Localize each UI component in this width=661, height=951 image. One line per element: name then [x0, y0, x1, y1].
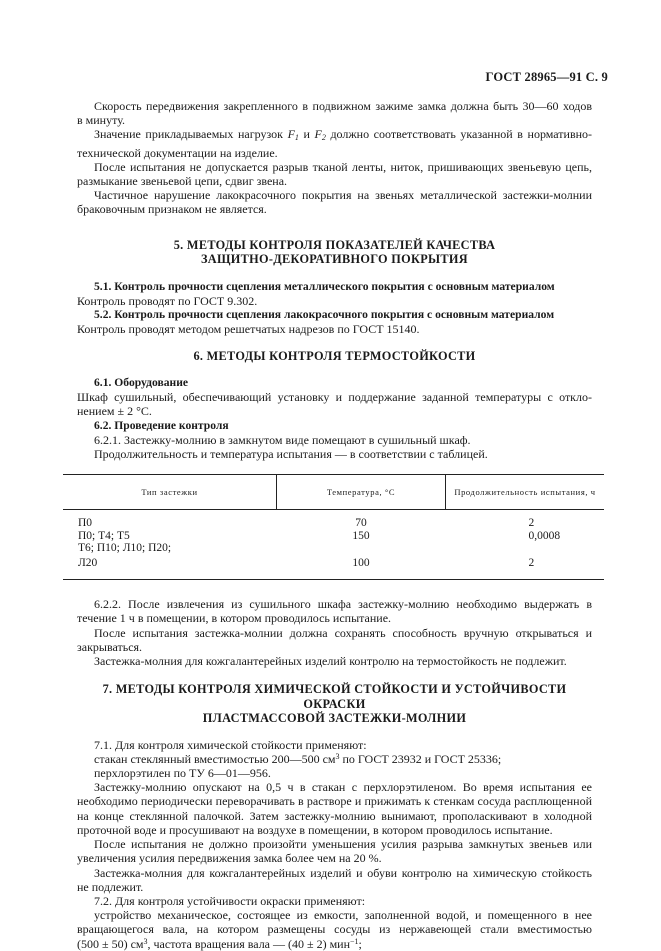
table-cell-type: Л20	[78, 556, 98, 569]
table-cell-duration: 2	[528, 556, 535, 569]
table-cell-temp: 150	[352, 529, 370, 542]
para-6-2-2-l2: течение 1 ч в помещении, в котором проводилось испытание.	[77, 611, 392, 626]
subsection-6-1-text-l2: нением ± 2 °С.	[77, 404, 152, 419]
para-load-text-b: должно соответствовать указанной в нормативно-	[330, 127, 593, 142]
table-header-row	[63, 475, 604, 510]
para-load-text-a: Значение прикладываемых нагрузок	[94, 127, 283, 142]
para-7-1-d-l2: увеличения усилия передвижения замка более чем на 20 %.	[77, 851, 382, 866]
para-7-2-a-l2: вращающегося вала, на котором размещены сосуды из нержавеющей стали вместимостью	[77, 922, 592, 937]
table-row	[63, 517, 604, 530]
para-6-2-1: 6.2.1. Застежку-молнию в замкнутом виде помещают в сушильный шкаф.	[94, 432, 471, 447]
para-7-1-e-l2: не подлежит.	[77, 879, 144, 894]
para-partial-l1: Частичное нарушение лакокрасочного покрытия на звеньях металлической застежки-молнии	[94, 188, 592, 203]
para-6-2-2-l1: 6.2.2. После извлечения из сушильного шкафа застежку-молнию необходимо выдержать в	[94, 597, 592, 612]
table-cell-duration	[446, 542, 605, 555]
table-cell-duration: 2	[528, 517, 535, 530]
subsection-6-2-title: 6.2. Проведение контроля	[94, 418, 229, 432]
para-7-1-c-l3: на конце стеклянной палочкой. Затем застежку-молнию вынимают, прополаскивают в холодной	[77, 808, 592, 823]
thermal-test-table	[63, 474, 604, 580]
para-6-2-2-b-l2: закрываться.	[77, 639, 143, 654]
subsection-5-1-text: Контроль проводят по ГОСТ 9.302.	[77, 293, 258, 308]
para-after-l2: размыкание звеньевой цепи, сдвиг звена.	[77, 174, 288, 189]
table-header-duration: Продолжительность испытания, ч	[446, 475, 605, 510]
section-5-title-l1: 5. МЕТОДЫ КОНТРОЛЯ ПОКАЗАТЕЛЕЙ КАЧЕСТВА	[173, 237, 496, 252]
para-7-1-b: перхлорэтилен по ТУ 6—01—956.	[94, 766, 271, 781]
para-7-1-c-l2: необходимо периодически переворачивать в растворе и прижимать к стенкам сосуда расплющенной	[77, 794, 592, 809]
para-speed-l2: в минуту.	[77, 113, 125, 128]
symbol-f2: $F_2$	[314, 127, 326, 143]
table-cell-temp	[277, 542, 446, 555]
para-7-2: 7.2. Для контроля устойчивости окраски применяют:	[94, 893, 366, 908]
para-7-1-e-l1: Застежка-молния для кожгалантерейных изделий и обуви контролю на химическую стойкость	[94, 865, 592, 880]
subsection-5-1-title: 5.1. Контроль прочности сцепления металлического покрытия с основным материалом	[94, 279, 555, 293]
para-6-2-1-b: Продолжительность и температура испытания — в соответствии с таблицей.	[94, 446, 488, 461]
symbol-f1: $F_1$	[287, 127, 299, 143]
table-header-type: Тип застежки	[63, 475, 277, 510]
para-partial-l2: браковочным признаком не является.	[77, 202, 267, 217]
table-header-temperature: Температура, °С	[277, 475, 446, 510]
table-cell-temp: 70	[355, 517, 367, 530]
table-cell-type: Т6; П10; Л10; П20;	[78, 542, 172, 555]
para-7-2-a-l1: устройство механическое, состоящее из емкости, заполненной водой, и помещенного в нее	[94, 908, 592, 923]
table-bottom-rule	[63, 569, 604, 580]
para-load-l1	[77, 127, 592, 145]
section-7-title-l1: 7. МЕТОДЫ КОНТРОЛЯ ХИМИЧЕСКОЙ СТОЙКОСТИ И УСТОЙЧИВОСТИ ОКРАСКИ	[102, 682, 567, 711]
section-7-title-l2: ПЛАСТМАССОВОЙ ЗАСТЕЖКИ-МОЛНИИ	[202, 711, 467, 726]
table-cell-type: П0; Т4; Т5	[78, 529, 130, 542]
page-header: ГОСТ 28965—91 С. 9	[485, 70, 608, 84]
para-7-1-c-l4: проточной воде и просушивают на воздухе в помещении, в котором проводилось испытание.	[77, 822, 553, 837]
subsection-5-2-title: 5.2. Контроль прочности сцепления лакокрасочного покрытия с основным материалом	[94, 308, 555, 322]
para-7-1-c-l1: Застежку-молнию опускают на 0,5 ч в стакан с перхлорэтиленом. Во время испытания ее	[94, 780, 592, 795]
para-7-1-d-l1: После испытания не должно произойти уменьшения усилия разрыва замкнутых звеньев или	[94, 837, 592, 852]
para-7-1-a: стакан стеклянный вместимостью 200—500 $см^3$ по ГОСТ 23932 и ГОСТ 25336;	[94, 751, 502, 766]
subsection-5-2-text: Контроль проводят методом решетчатых надрезов по ГОСТ 15140.	[77, 322, 420, 337]
para-after-l1: После испытания не допускается разрыв тканой ленты, ниток, пришивающих звеньевую цепь,	[94, 159, 592, 174]
document-body	[77, 99, 596, 951]
para-7-1: 7.1. Для контроля химической стойкости применяют:	[94, 737, 367, 752]
para-6-2-2-b-l1: После испытания застежка-молнии должна сохранять способность вручную открываться и	[94, 625, 592, 640]
para-6-2-2-c: Застежка-молния для кожгалантерейных изделий контролю на термостойкость не подлежит.	[94, 653, 567, 668]
table-row	[63, 530, 604, 543]
para-load-l2: технической документации на изделие.	[77, 145, 278, 160]
para-load-and: и	[303, 127, 310, 142]
table-cell-type: П0	[78, 517, 93, 530]
para-7-2-a-l3: (500 ± 50) $см^3$, частота вращения вала — (40 ± 2) мин$^{-1}$;	[77, 936, 362, 951]
table-row	[63, 555, 604, 570]
table-cell-temp: 100	[352, 556, 370, 569]
section-5-title-l2: ЗАЩИТНО-ДЕКОРАТИВНОГО ПОКРЫТИЯ	[201, 252, 468, 267]
para-speed-l1: Скорость передвижения закрепленного в подвижном зажиме замка должна быть 30—60 ходов	[94, 99, 592, 113]
subsection-6-1-title: 6.1. Оборудование	[94, 375, 189, 389]
subsection-6-1-text-l1: Шкаф сушильный, обеспечивающий установку и поддержание заданной температуры с откло-	[77, 390, 592, 405]
table-row	[63, 542, 604, 555]
table-cell-duration: 0,0008	[528, 529, 561, 542]
section-6-title: 6. МЕТОДЫ КОНТРОЛЯ ТЕРМОСТОЙКОСТИ	[193, 349, 476, 364]
